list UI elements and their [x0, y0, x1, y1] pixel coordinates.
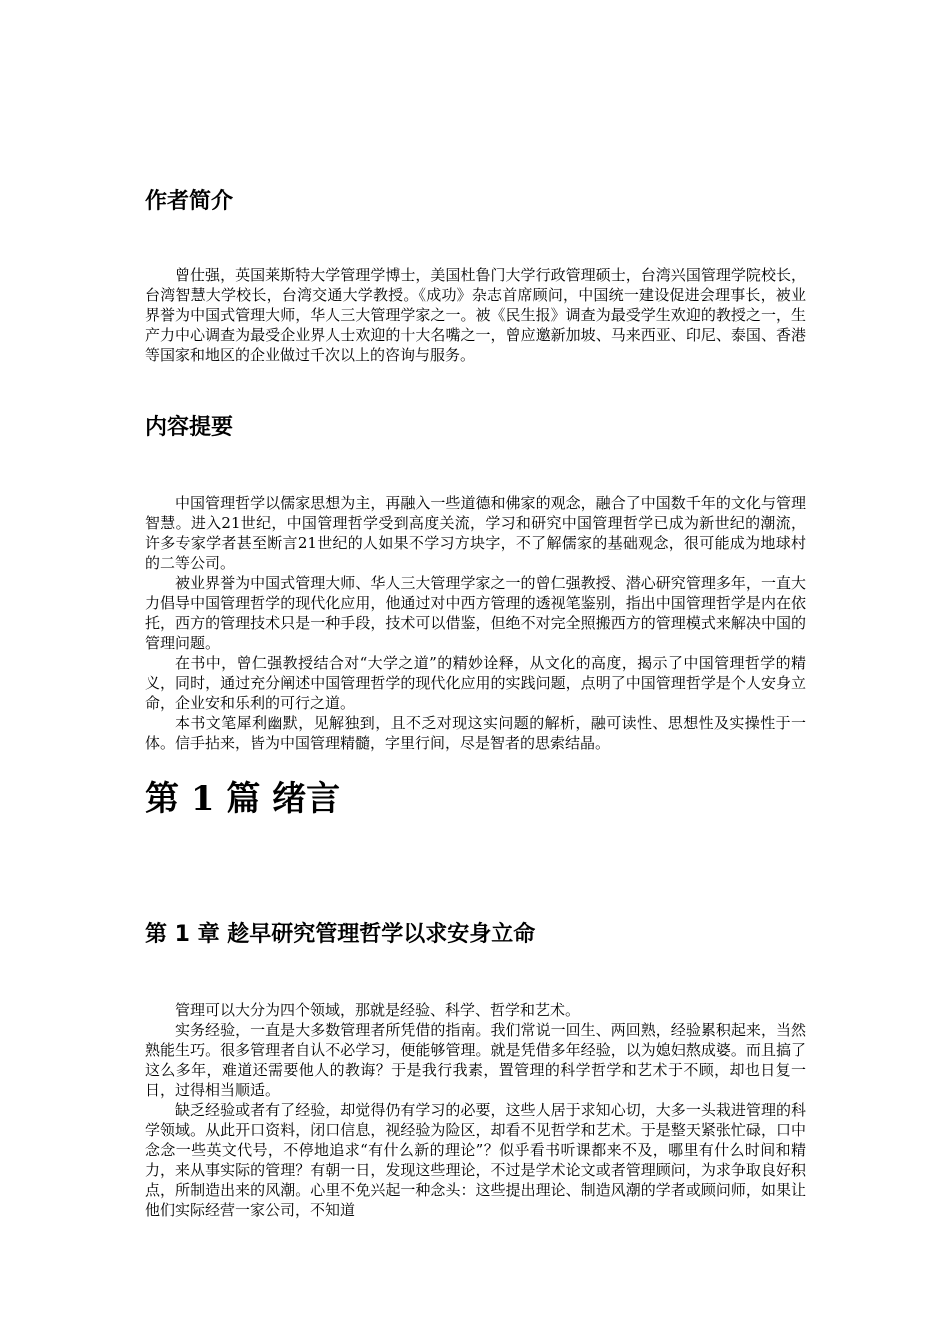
author-paragraph: 曾仕强，英国莱斯特大学管理学博士，美国杜鲁门大学行政管理硕士，台湾兴国管理学院校长，台湾智慧大学校长，台湾交通大学教授。《成功》杂志首席顾问，中国统一建设促进会理事长，被业界誉为中国式管理大师，华人三大管理学家之一。被《民生报》调查为最受学生欢迎的教授之一，生产力中心调查为最受企业界人士欢迎的十大名嘴之一，曾应邀新加坡、马来西亚、印尼、泰国、香港等国家和地区的企业做过千次以上的咨询与服务。	[145, 266, 806, 364]
summary-section-body	[145, 493, 806, 753]
chapter-body	[145, 1000, 806, 1220]
summary-paragraph: 在书中，曾仁强教授结合对“大学之道”的精妙诠释，从文化的高度，揭示了中国管理哲学的精义，同时，通过充分阐述中国管理哲学的现代化应用的实践问题，点明了中国管理哲学是个人安身立命，企业安和乐利的可行之道。	[145, 654, 806, 712]
summary-paragraph: 被业界誉为中国式管理大师、华人三大管理学家之一的曾仁强教授、潜心研究管理多年，一直大力倡导中国管理哲学的现代化应用，他通过对中西方管理的透视笔鉴别，指出中国管理哲学是内在依托，西方的管理技术只是一种手段，技术可以借鉴，但绝不对完全照搬西方的管理模式来解决中国的管理问题。	[145, 574, 806, 652]
chapter-paragraph: 管理可以大分为四个领域，那就是经验、科学、哲学和艺术。	[175, 1001, 581, 1019]
summary-paragraph: 中国管理哲学以儒家思想为主，再融入一些道德和佛家的观念，融合了中国数千年的文化与管理智慧。进入21世纪，中国管理哲学受到高度关流，学习和研究中国管理哲学已成为新世纪的潮流，许多专家学者甚至断言21世纪的人如果不学习方块字，不了解儒家的基础观念，很可能成为地球村的二等公司。	[145, 494, 806, 572]
part-heading: 第 1 篇 绪言	[145, 779, 341, 819]
summary-paragraph: 本书文笔犀利幽默，见解独到，且不乏对现这实问题的解析，融可读性、思想性及实操性于一体。信手拈来，皆为中国管理精髓，字里行间，尽是智者的思索结晶。	[145, 714, 806, 752]
chapter-paragraph: 缺乏经验或者有了经验，却觉得仍有学习的必要，这些人居于求知心切，大多一头栽进管理的科学领域。从此开口资料，闭口信息，视经验为险区，却看不见哲学和艺术。于是整天紧张忙碌，口中念念一些英文代号，不停地追求“有什么新的理论”？似乎看书听课都来不及，哪里有什么时间和精力，来从事实际的管理？有朝一日，发现这些理论，不过是学术论文或者管理顾问，为求争取良好积点，所制造出来的风潮。心里不免兴起一种念头：这些提出理论、制造风潮的学者或顾问师，如果让他们实际经营一家公司，不知道	[145, 1101, 806, 1219]
summary-section-heading: 内容提要	[145, 415, 234, 440]
author-section-body	[145, 265, 806, 365]
author-section-heading: 作者简介	[145, 189, 234, 214]
chapter-heading: 第 1 章 趁早研究管理哲学以求安身立命	[145, 922, 536, 947]
chapter-paragraph: 实务经验，一直是大多数管理者所凭借的指南。我们常说一回生、两回熟，经验累积起来，当然熟能生巧。很多管理者自认不必学习，便能够管理。就是凭借多年经验，以为媳妇熬成婆。而且搞了这么多年，难道还需要他人的教诲？于是我行我素，置管理的科学哲学和艺术于不顾，却也日复一日，过得相当顺适。	[145, 1021, 806, 1099]
